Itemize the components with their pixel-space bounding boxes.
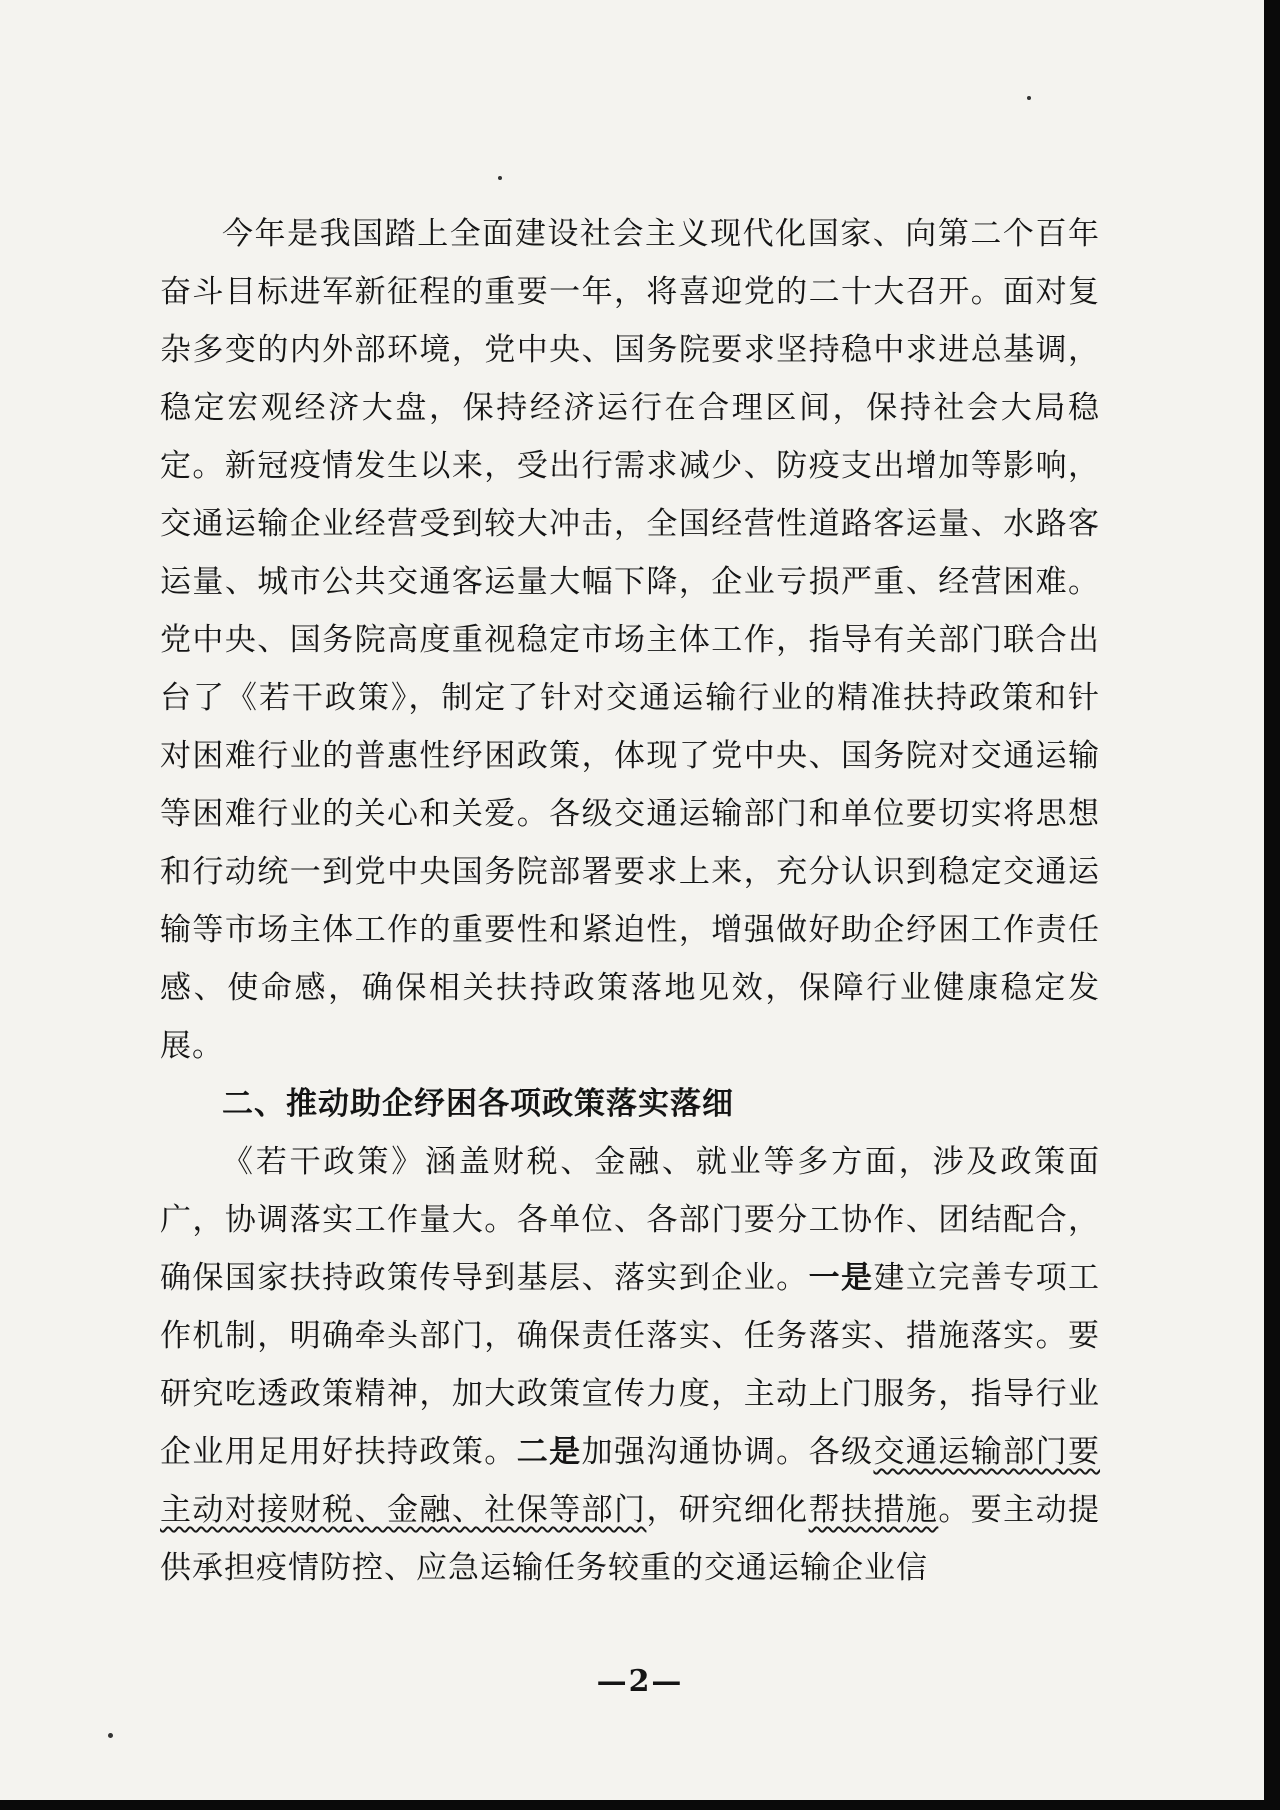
point-2-text: 加强沟通协调。各级 [581,1434,874,1470]
document-body [160,205,1100,1597]
point-2-label: 二是 [516,1434,582,1470]
paragraph-2 [160,1133,1100,1597]
paragraph-1: 今年是我国踏上全面建设社会主义现代化国家、向第二个百年奋斗目标进军新征程的重要一年，将喜迎党的二十大召开。面对复杂多变的内外部环境，党中央、国务院要求坚持稳中求进总基调，稳定宏观经济大盘，保持经济运行在合理区间，保持社会大局稳定。新冠疫情发生以来，受出行需求减少、防疫支出增加等影响，交通运输企业经营受到较大冲击，全国经营性道路客运量、水路客运量、城市公共交通客运量大幅下降，企业亏损严重、经营困难。党中央、国务院高度重视稳定市场主体工作，指导有关部门联合出台了《若干政策》，制定了针对交通运输行业的精准扶持政策和针对困难行业的普惠性纾困政策，体现了党中央、国务院对交通运输等困难行业的关心和关爱。各级交通运输部门和单位要切实将思想和行动统一到党中央国务院部署要求上来，充分认识到稳定交通运输等市场主体工作的重要性和紧迫性，增强做好助企纾困工作责任感、使命感，确保相关扶持政策落地见效，保障行业健康稳定发展。 [160,216,1100,1064]
page-number: —2— [596,1664,684,1699]
handwritten-underline-1: 交通运输部门要主动对接财税、金融、社保等部门 [160,1434,1101,1528]
handwritten-underline-2: 帮扶措施 [808,1492,939,1528]
point-2-text-end: 。要主动提供承担疫情防控、应急运输任务较重的交通运输企业信 [160,1492,1101,1586]
point-1-label: 一是 [808,1260,874,1296]
point-1-text: 建立完善专项工作机制，明确牵头部门，确保责任落实、任务落实、措施落实。要研究吃透政策精神，加大政策宣传力度，主动上门服务，指导行业企业用足用好扶持政策。 [160,1260,1101,1470]
scan-speck [498,176,502,180]
point-2-text-continued: ，研究细化 [646,1492,809,1528]
scan-speck [1027,96,1031,100]
section-heading-2: 二、推动助企纾困各项政策落实落细 [222,1086,734,1122]
paragraph-2-intro: 《若干政策》涵盖财税、金融、就业等多方面，涉及政策面广，协调落实工作量大。各单位、各部门要分工协作、团结配合，确保国家扶持政策传导到基层、落实到企业。 [160,1144,1100,1296]
scan-speck [108,1733,113,1738]
scan-border-right [1264,0,1280,1810]
scan-border-bottom [0,1800,1280,1810]
